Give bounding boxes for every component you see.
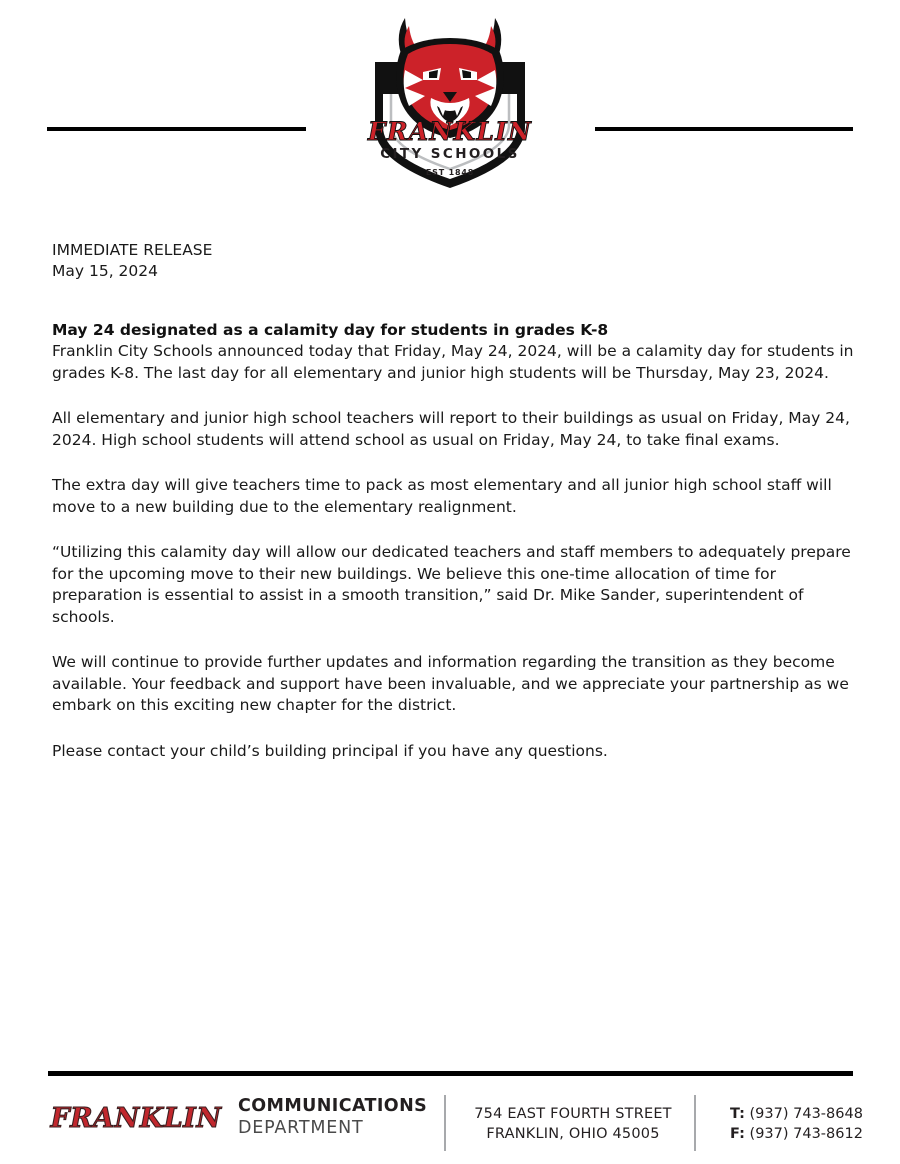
footer-content [48, 1092, 863, 1154]
body-paragraph: All elementary and junior high school teachers will report to their buildings as usual on Friday, May 24, 2024. High school students will attend school as usual on Friday, May 24, to take final exams. [52, 409, 850, 449]
franklin-footer-wordmark [48, 1100, 224, 1134]
fax-label: F: [730, 1126, 745, 1142]
press-release-headline: May 24 designated as a calamity day for students in grades K-8 [52, 321, 609, 339]
svg-text:CITY SCHOOLS: CITY SCHOOLS [380, 146, 520, 162]
svg-text:FRANKLIN: FRANKLIN [50, 1103, 222, 1134]
header-rule-right [595, 127, 853, 131]
fax-row [730, 1124, 890, 1144]
svg-text:EST 1848: EST 1848 [425, 168, 475, 177]
footer-divider-2 [694, 1095, 696, 1151]
footer-rule [48, 1071, 853, 1076]
body-paragraph: Please contact your child’s building principal if you have any questions. [52, 741, 608, 760]
release-date: May 15, 2024 [52, 262, 158, 280]
phone-row [730, 1104, 890, 1124]
letterhead-footer [0, 1062, 900, 1164]
department-block [238, 1095, 468, 1139]
department-line-1: COMMUNICATIONS [238, 1096, 428, 1116]
phone-value: (937) 743-8648 [749, 1106, 863, 1122]
address-line-2: FRANKLIN, OHIO 45005 [486, 1126, 660, 1142]
body-paragraph-quote: “Utilizing this calamity day will allow our dedicated teachers and staff members to adequately prepare for the upcoming move to their new buildings. We believe this one-time allocation of time for preparation is essential to assist in a smooth transition,” said Dr. Mike Sander, superintendent of schools. [52, 543, 851, 626]
svg-text:FRANKLIN: FRANKLIN [367, 117, 533, 146]
contact-block [730, 1104, 890, 1144]
press-release-body [52, 240, 854, 778]
body-paragraph: The extra day will give teachers time to pack as most elementary and all junior high school staff will move to a new building due to the elementary realignment. [52, 476, 832, 516]
franklin-city-schools-logo [361, 10, 539, 190]
fax-value: (937) 743-8612 [749, 1126, 863, 1142]
body-paragraph: Franklin City Schools announced today that Friday, May 24, 2024, will be a calamity day for students in grades K-8. The last day for all elementary and junior high students will be Thursday, May 23, 2024. [52, 342, 854, 382]
address-line-1: 754 EAST FOURTH STREET [474, 1106, 672, 1122]
phone-label: T: [730, 1106, 745, 1122]
header-rule-left [47, 127, 306, 131]
release-type: IMMEDIATE RELEASE [52, 241, 213, 259]
footer-divider-1 [444, 1095, 446, 1151]
address-block [458, 1104, 688, 1144]
department-line-2: DEPARTMENT [238, 1118, 364, 1138]
body-paragraph: We will continue to provide further updates and information regarding the transition as they become available. Your feedback and support have been invaluable, and we appreciate your partnership as we embark on this exciting new chapter for the district. [52, 653, 849, 714]
letterhead-header [0, 0, 900, 200]
